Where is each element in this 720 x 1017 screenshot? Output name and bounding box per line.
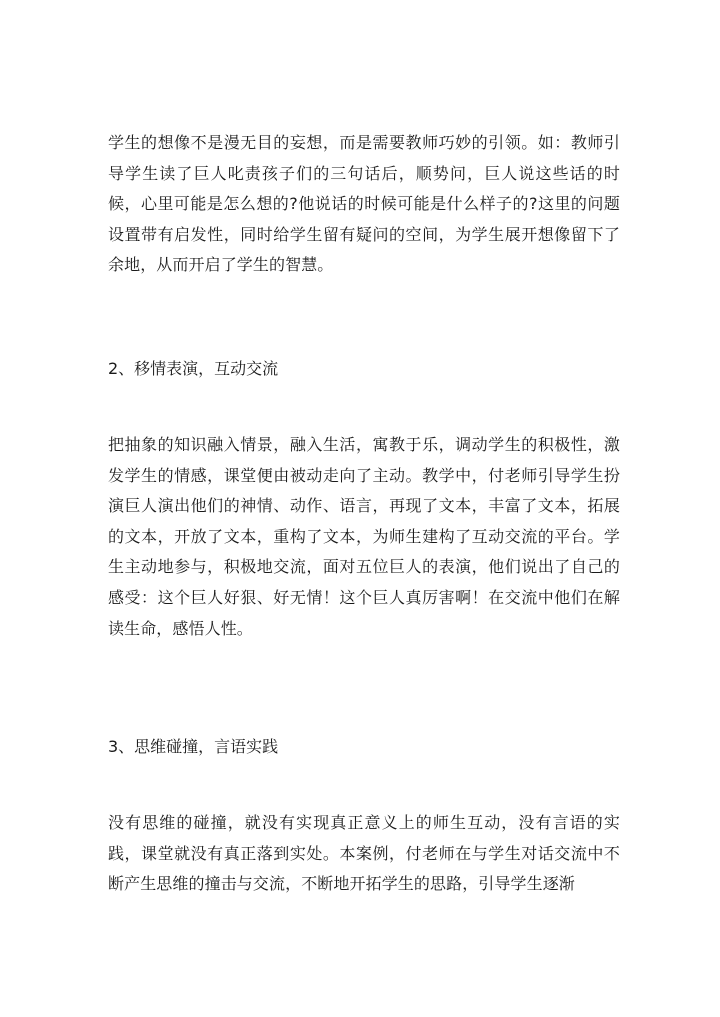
body-paragraph: 学生的想像不是漫无目的妄想，而是需要教师巧妙的引领。如：教师引导学生读了巨人叱责孩子们的三句话后，顺势问，巨人说这些话的时候，心里可能是怎么想的?他说话的时候可能是什么样子的?这里的问题设置带有启发性，同时给学生留有疑问的空间，为学生展开想像留下了余地，从而开启了学生的智慧。 (108, 133, 620, 275)
body-paragraph: 没有思维的碰撞，就没有实现真正意义上的师生互动，没有言语的实践，课堂就没有真正落到实处。本案例，付老师在与学生对话交流中不断产生思维的撞击与交流，不断地开拓学生的思路，引导学生逐渐 (108, 813, 620, 894)
section-heading: 3、思维碰撞，言语实践 (108, 737, 279, 756)
body-paragraph: 把抽象的知识融入情景，融入生活，寓教于乐，调动学生的积极性，激发学生的情感，课堂便由被动走向了主动。教学中，付老师引导学生扮演巨人演出他们的神情、动作、语言，再现了文本，丰富了文本，拓展的文本，开放了文本，重构了文本，为师生建构了互动交流的平台。学生主动地参与，积极地交流，面对五位巨人的表演，他们说出了自己的感受：这个巨人好狠、好无情！这个巨人真厉害啊！在交流中他们在解读生命，感悟人性。 (108, 435, 620, 638)
section-heading: 2、移情表演，互动交流 (108, 359, 279, 378)
